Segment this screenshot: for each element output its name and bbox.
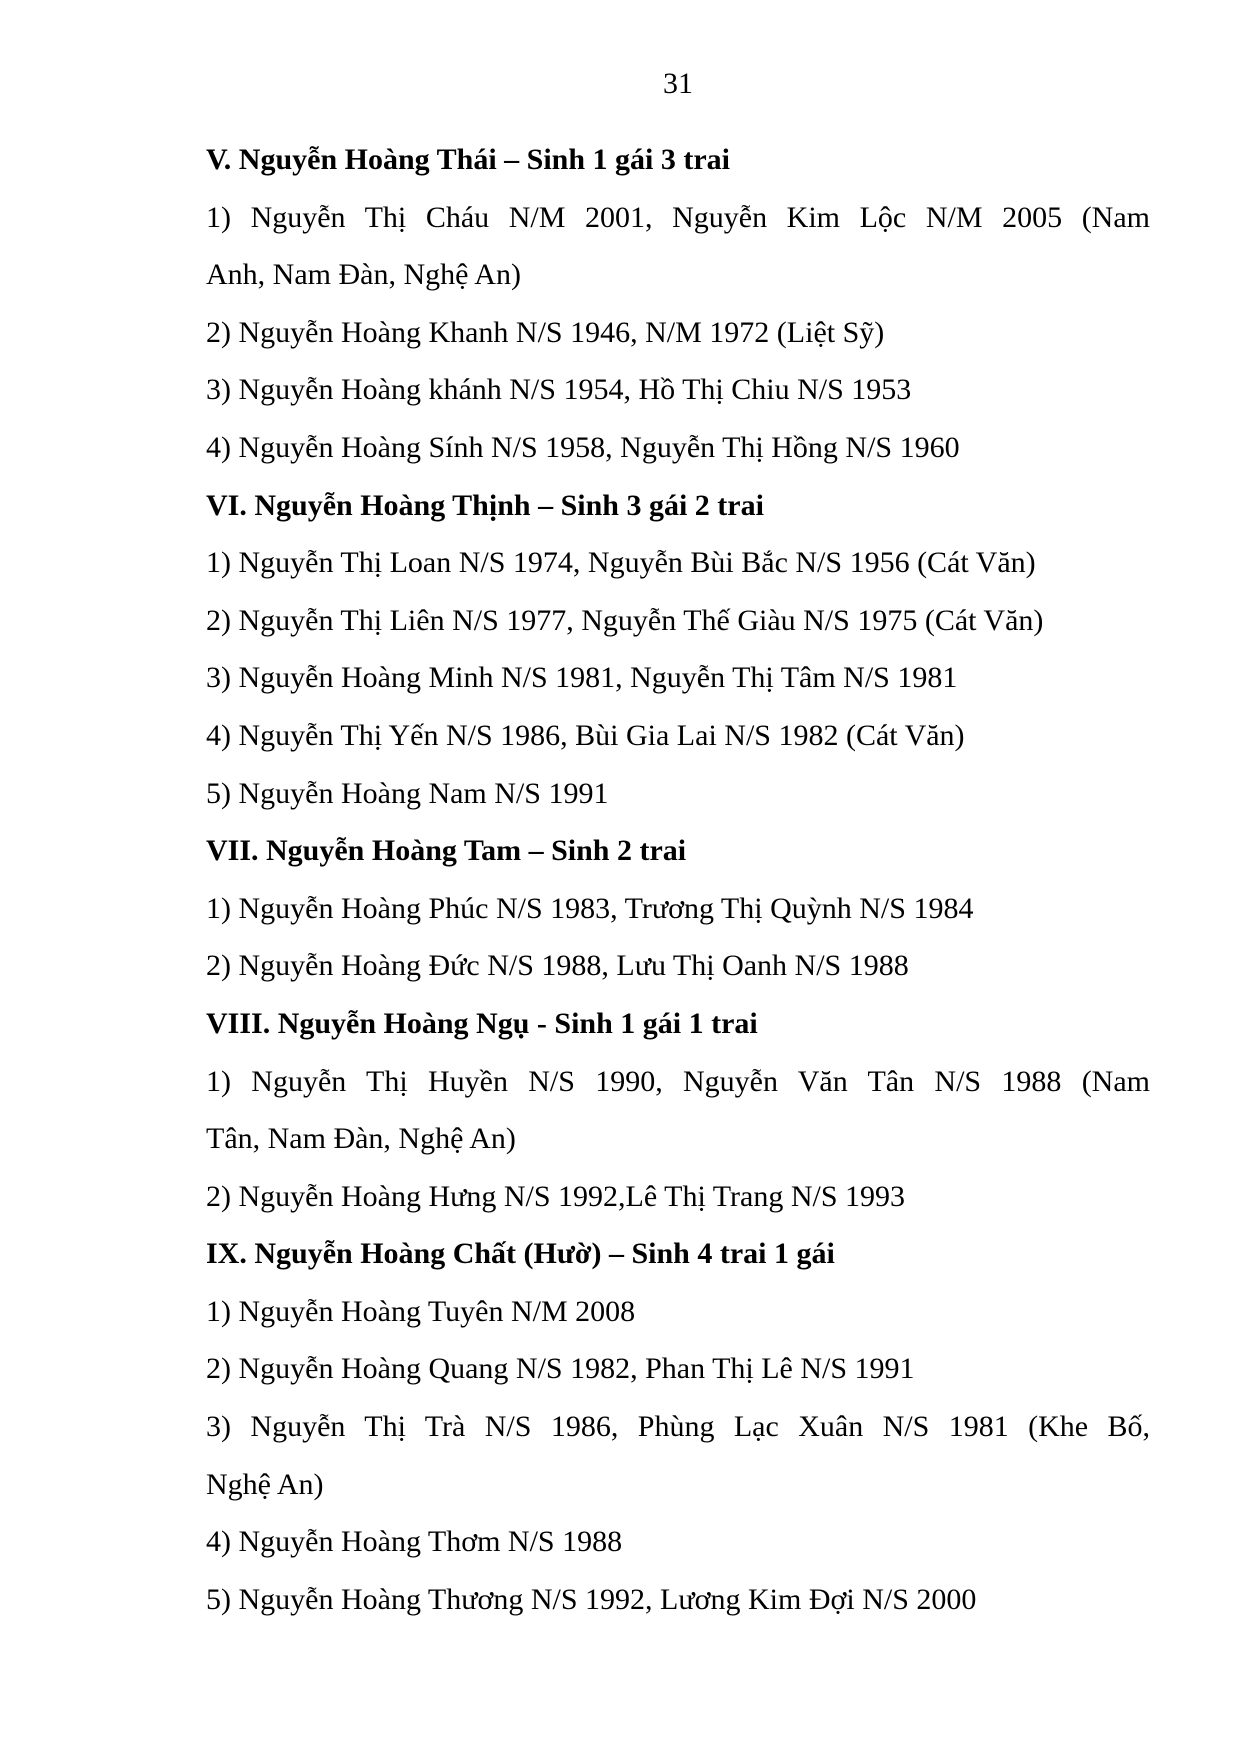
entry-text-line: 2) Nguyễn Thị Liên N/S 1977, Nguyễn Thế Giàu N/S 1975 (Cát Văn) <box>206 603 1044 637</box>
entry-text-line: Tân, Nam Đàn, Nghệ An) <box>206 1122 516 1156</box>
entry-text-line: 2) Nguyễn Hoàng Đức N/S 1988, Lưu Thị Oanh N/S 1988 <box>206 949 909 983</box>
entry-text-line: 4) Nguyễn Hoàng Sính N/S 1958, Nguyễn Thị Hồng N/S 1960 <box>206 430 960 464</box>
entry-text-line: 1) Nguyễn Thị Loan N/S 1974, Nguyễn Bùi Bắc N/S 1956 (Cát Văn) <box>206 546 1036 580</box>
document-body <box>206 131 1150 1628</box>
entry-text-line: 2) Nguyễn Hoàng Khanh N/S 1946, N/M 1972 (Liệt Sỹ) <box>206 315 885 349</box>
entry-text-line: 3) Nguyễn Hoàng Minh N/S 1981, Nguyễn Thị Tâm N/S 1981 <box>206 661 958 695</box>
entry-text-line: 4) Nguyễn Thị Yến N/S 1986, Bùi Gia Lai N/S 1982 (Cát Văn) <box>206 718 965 752</box>
page-number: 31 <box>663 67 693 100</box>
entry-text-line: 2) Nguyễn Hoàng Hưng N/S 1992,Lê Thị Trang N/S 1993 <box>206 1179 906 1213</box>
entry-text-line: 3) Nguyễn Hoàng khánh N/S 1954, Hồ Thị Chiu N/S 1953 <box>206 373 912 407</box>
entry-text-line: 1) Nguyễn Hoàng Phúc N/S 1983, Trương Thị Quỳnh N/S 1984 <box>206 891 974 925</box>
entry-text-line: 5) Nguyễn Hoàng Nam N/S 1991 <box>206 776 609 810</box>
entry-text-line: Anh, Nam Đàn, Nghệ An) <box>206 258 521 292</box>
section-heading-line: VIII. Nguyễn Hoàng Ngụ - Sinh 1 gái 1 trai <box>206 1006 758 1040</box>
entry-text-line: 1) Nguyễn Hoàng Tuyên N/M 2008 <box>206 1294 636 1328</box>
entry-text-line: 3) Nguyễn Thị Trà N/S 1986, Phùng Lạc Xuân N/S 1981 (Khe Bố, <box>206 1410 1150 1444</box>
section-heading-line: V. Nguyễn Hoàng Thái – Sinh 1 gái 3 trai <box>206 143 731 176</box>
entry-text-line: 5) Nguyễn Hoàng Thương N/S 1992, Lương Kim Đợi N/S 2000 <box>206 1582 977 1616</box>
section-heading-line: VII. Nguyễn Hoàng Tam – Sinh 2 trai <box>206 834 687 868</box>
entry-text-line: 4) Nguyễn Hoàng Thơm N/S 1988 <box>206 1525 623 1559</box>
entry-text-line: Nghệ An) <box>206 1467 324 1501</box>
entry-text-line: 1) Nguyễn Thị Cháu N/M 2001, Nguyễn Kim Lộc N/M 2005 (Nam <box>206 200 1150 234</box>
section-heading-line: VI. Nguyễn Hoàng Thịnh – Sinh 3 gái 2 trai <box>206 488 764 522</box>
entry-text-line: 1) Nguyễn Thị Huyền N/S 1990, Nguyễn Văn Tân N/S 1988 (Nam <box>206 1064 1150 1098</box>
section-heading-line: IX. Nguyễn Hoàng Chất (Hườ) – Sinh 4 trai 1 gái <box>206 1237 835 1271</box>
entry-text-line: 2) Nguyễn Hoàng Quang N/S 1982, Phan Thị Lê N/S 1991 <box>206 1352 915 1386</box>
